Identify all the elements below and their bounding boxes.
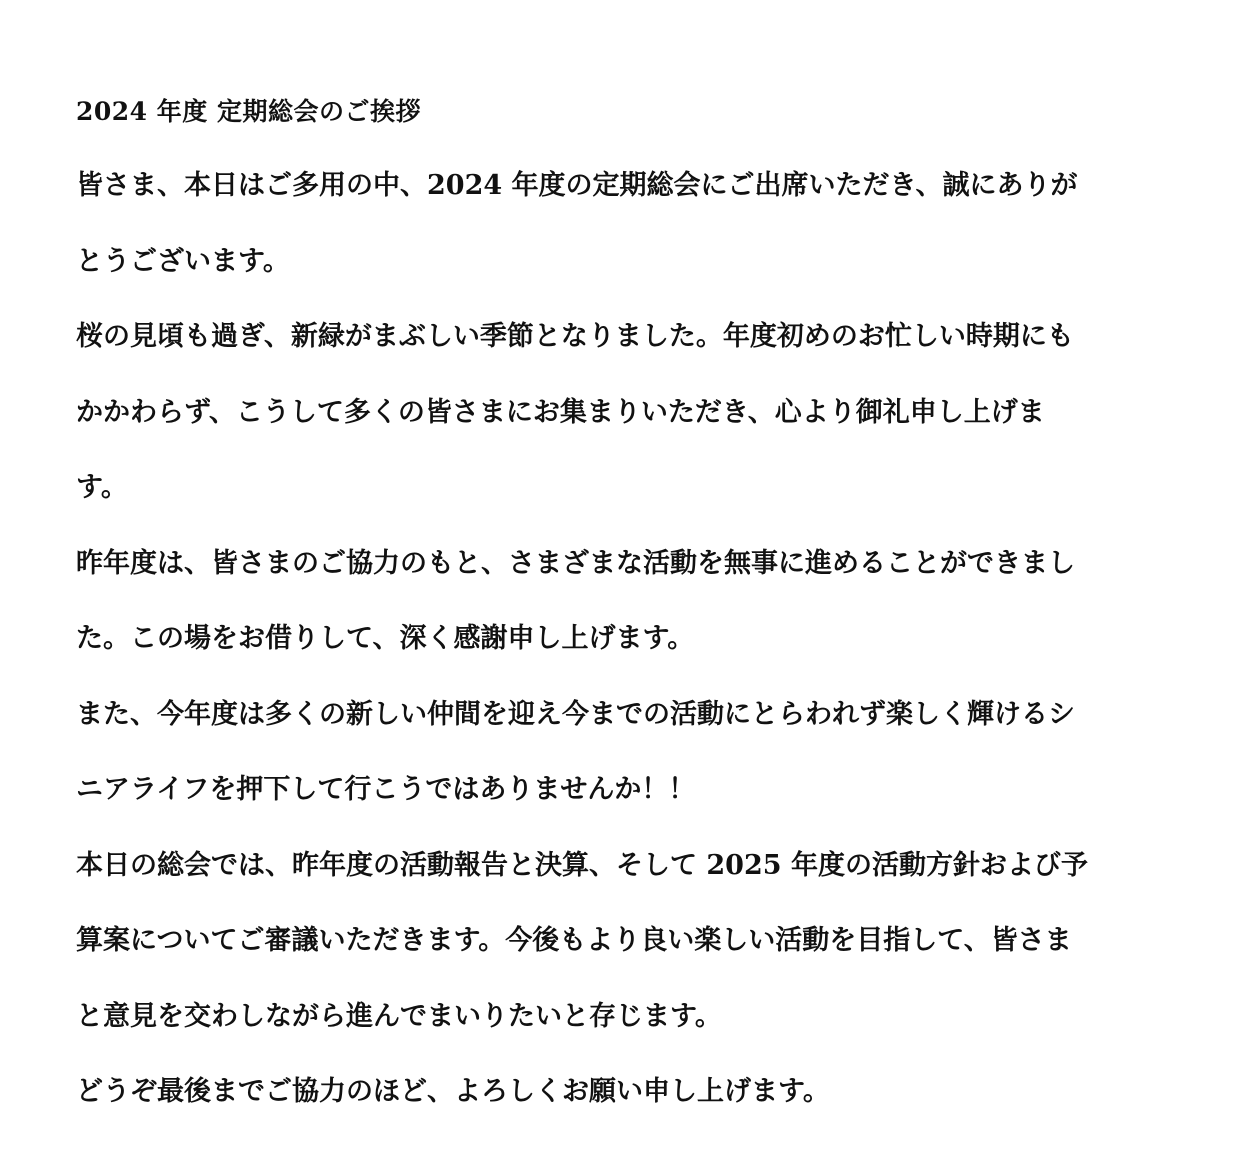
paragraph-new-members [76, 693, 1166, 844]
paragraph-line: た。この場をお借りして、深く感謝申し上げます。 [76, 623, 695, 654]
paragraph-line: 本日の総会では、昨年度の活動報告と決算、そして 2025 年度の活動方針および予 [76, 849, 1088, 881]
paragraph-line: また、今年度は多くの新しい仲間を迎え今までの活動にとらわれず楽しく輝けるシ [76, 698, 1075, 730]
paragraph-line: 皆さま、本日はご多用の中、2024 年度の定期総会にご出席いただき、誠にありが [76, 170, 1078, 201]
paragraph-closing [76, 1070, 1166, 1146]
paragraph-line: どうぞ最後までご協力のほど、よろしくお願い申し上げます。 [76, 1076, 830, 1107]
paragraph-line: とうございます。 [76, 245, 290, 277]
paragraph-line: 桜の見頃も過ぎ、新緑がまぶしい季節となりました。年度初めのお忙しい時期にも [76, 321, 1074, 352]
paragraph-line: す。 [76, 472, 128, 503]
paragraph-season-greeting [76, 315, 1166, 542]
document-title: 2024 年度 定期総会のご挨拶 [76, 97, 421, 126]
paragraph-last-year-thanks [76, 542, 1166, 693]
paragraph-line: 昨年度は、皆さまのご協力のもと、さまざまな活動を無事に進めることができまし [76, 547, 1075, 579]
paragraph-line: かかわらず、こうして多くの皆さまにお集まりいただき、心より御礼申し上げま [76, 396, 1045, 428]
paragraph-line: ニアライフを押下して行こうではありませんか！！ [76, 774, 696, 805]
paragraph-line: 算案についてご審議いただきます。今後もより良い楽しい活動を目指して、皆さま [76, 925, 1072, 956]
document-body [76, 90, 1166, 1146]
paragraph-opening-thanks [76, 164, 1166, 315]
paragraph-line: と意見を交わしながら進んでまいりたいと存じます。 [76, 1000, 722, 1032]
paragraph-agenda [76, 844, 1166, 1071]
